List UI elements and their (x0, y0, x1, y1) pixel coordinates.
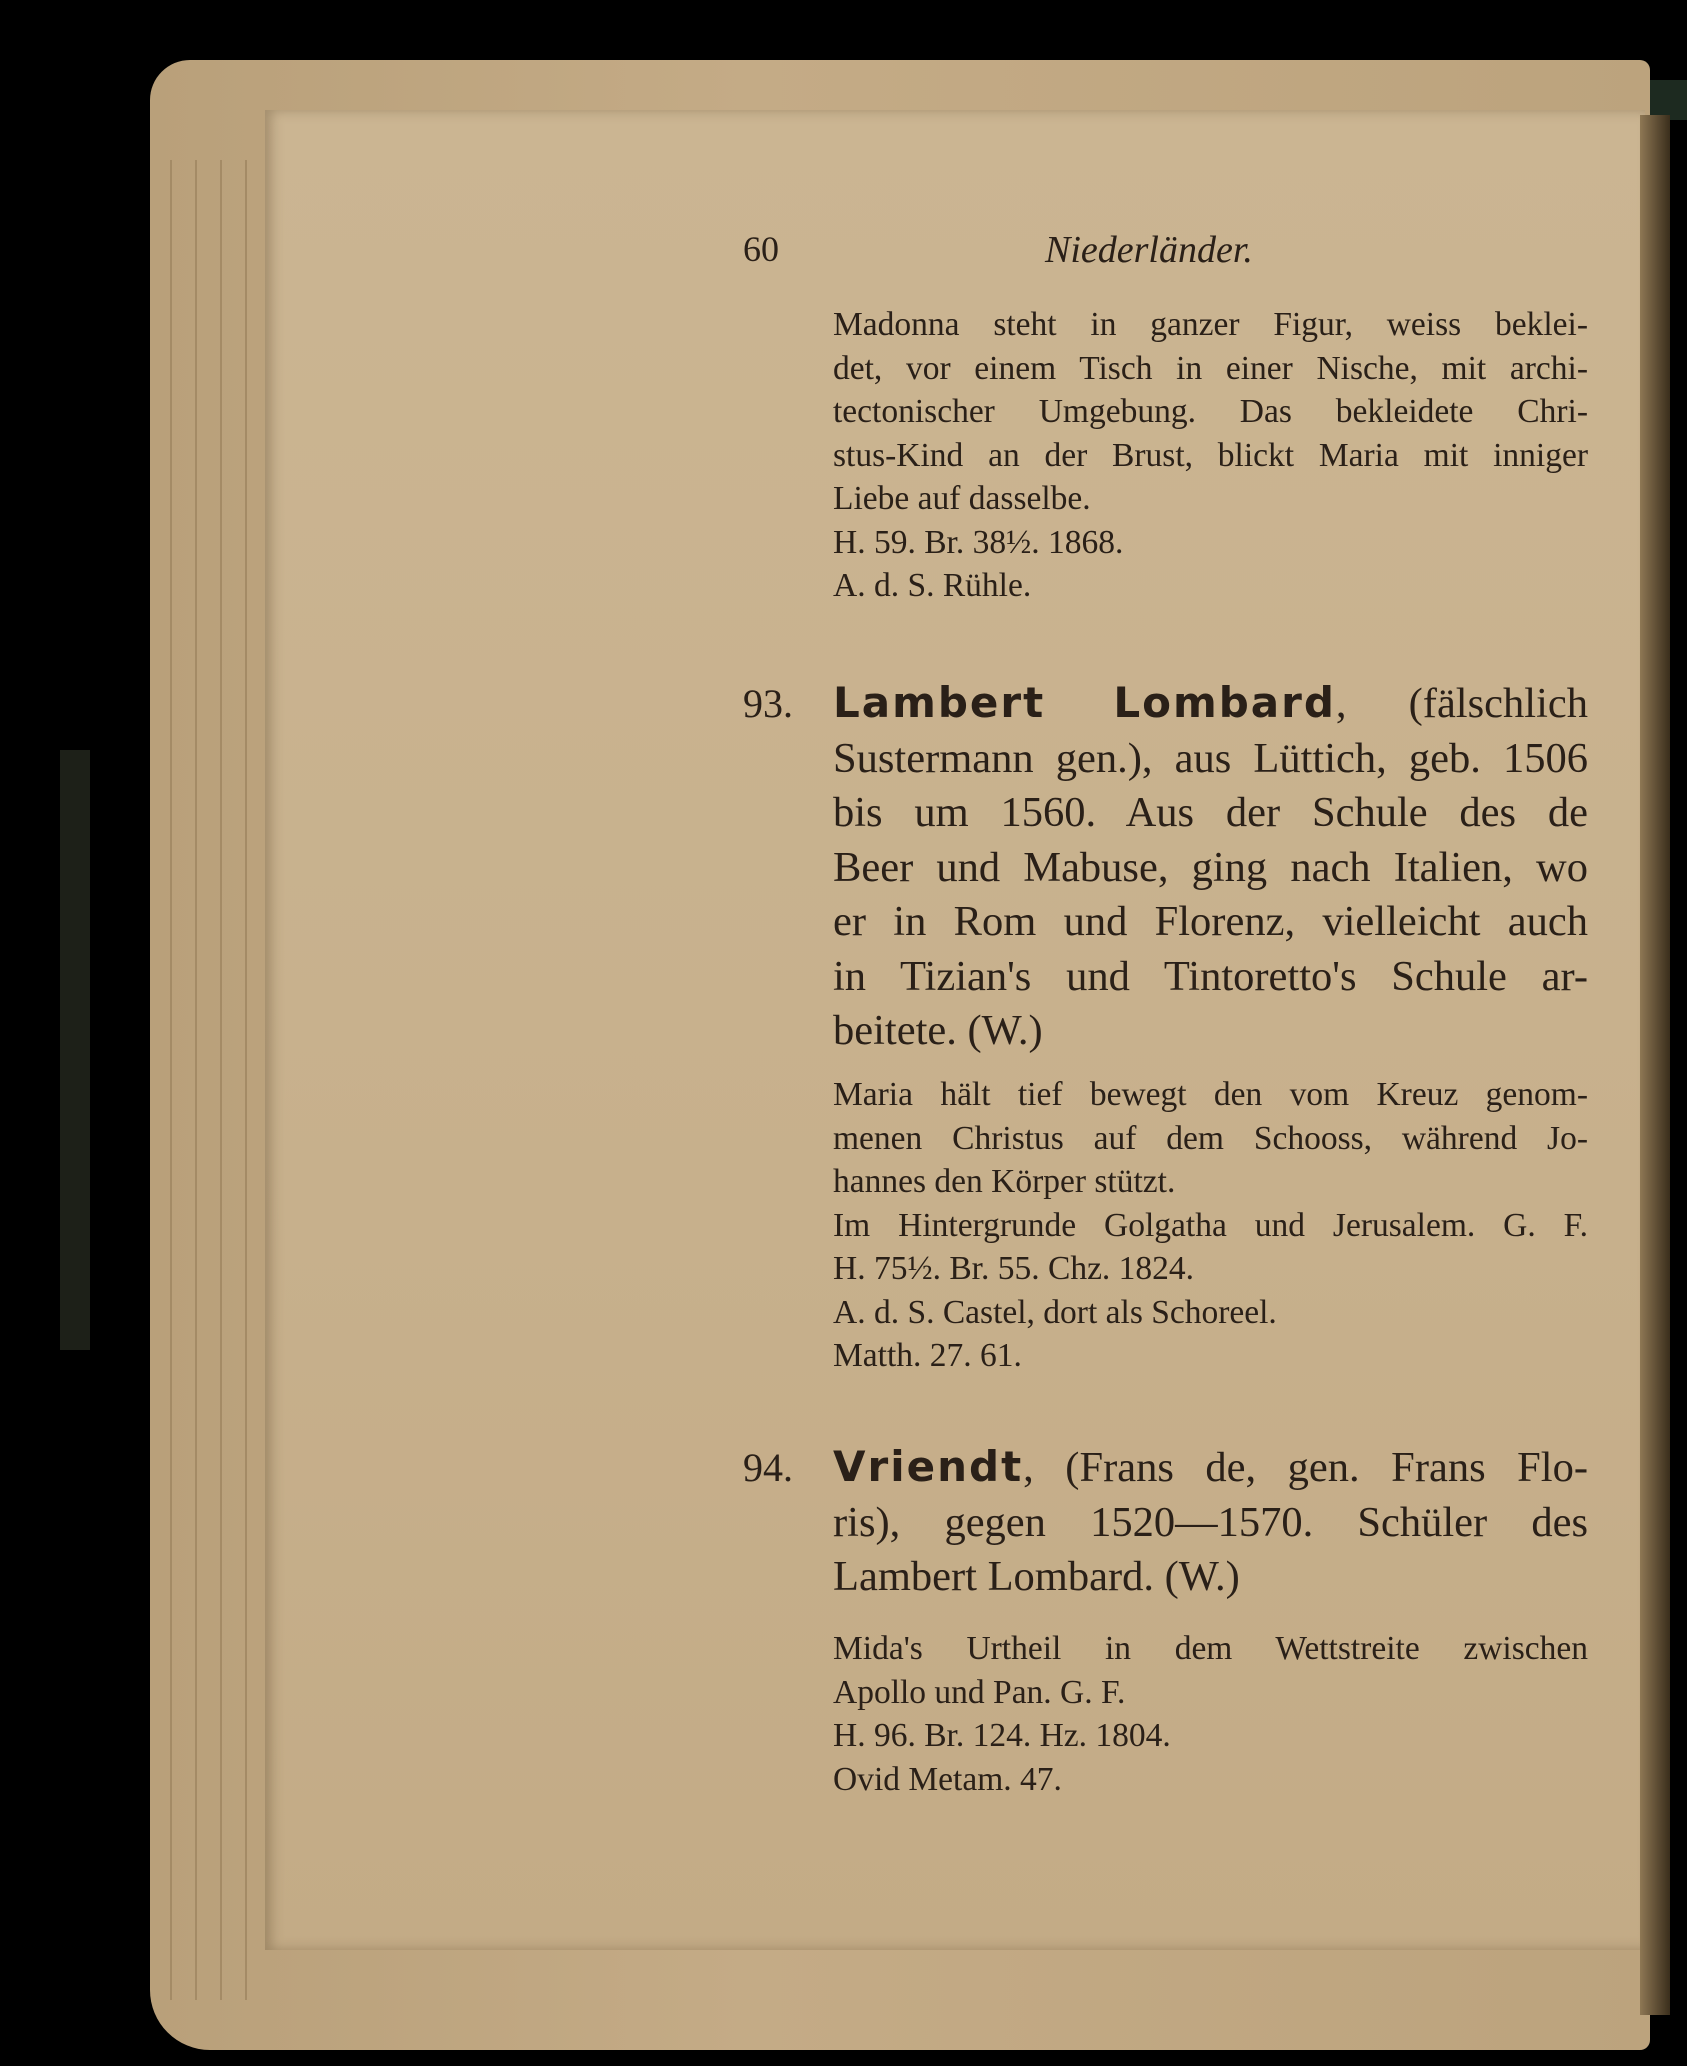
book-cover-spine (60, 750, 90, 1350)
text-line: bis um 1560. Aus der Schule des de (833, 789, 1588, 836)
entry-93-description (833, 1073, 1588, 1378)
dimensions-line: H. 75½. Br. 55. Chz. 1824. (833, 1250, 1195, 1287)
text-line: er in Rom und Florenz, vielleicht auch (833, 898, 1588, 945)
text-line: beitete. (W.) (833, 1007, 1043, 1054)
running-header (0, 228, 1687, 271)
entry-number: 93. (743, 681, 793, 726)
text-line: stus-Kind an der Brust, blickt Maria mit inniger (833, 436, 1588, 474)
dimensions-line: H. 96. Br. 124. Hz. 1804. (833, 1717, 1171, 1754)
entry-first-line (833, 1440, 1588, 1496)
text-line: Sustermann gen.), aus Lüttich, geb. 1506 (833, 734, 1588, 782)
page-edge-line (195, 160, 197, 2000)
page-edge-line (245, 160, 247, 2000)
reference-line: Ovid Metam. 47. (833, 1760, 1062, 1798)
entry-93-heading (833, 676, 1588, 1059)
running-title: Niederländer. (1045, 229, 1253, 271)
text-line: Maria hält tief bewegt den vom Kreuz genom- (833, 1076, 1588, 1113)
text-line: det, vor einem Tisch in einer Nische, mit archi- (833, 349, 1588, 387)
continuation-paragraph (833, 303, 1588, 608)
reference-line: Matth. 27. 61. (833, 1337, 1022, 1374)
text-fragment: , (fälschlich (1335, 680, 1588, 727)
text-line: Im Hintergrunde Golgatha und Jerusalem. G. F. (833, 1206, 1588, 1244)
text-line: Lambert Lombard. (W.) (833, 1553, 1240, 1600)
entry-94-heading (833, 1440, 1588, 1605)
page-edge-line (170, 160, 172, 2000)
provenance-line: A. d. S. Castel, dort als Schoreel. (833, 1293, 1277, 1331)
text-fragment: , (Frans de, gen. Frans Flo- (1023, 1444, 1588, 1491)
entry-number: 94. (743, 1445, 793, 1490)
artist-name: Vriendt (833, 1442, 1024, 1491)
text-line: Beer und Mabuse, ging nach Italien, wo (833, 843, 1588, 891)
provenance-line: A. d. S. Rühle. (833, 567, 1032, 604)
text-line: menen Christus auf dem Schooss, während Jo- (833, 1119, 1588, 1157)
text-line: ris), gegen 1520—1570. Schüler des (833, 1498, 1588, 1546)
page-edge-line (220, 160, 222, 2000)
text-line: Liebe auf dasselbe. (833, 480, 1091, 517)
entry-94-description (833, 1627, 1588, 1801)
book-gutter (1640, 115, 1670, 2015)
page-number: 60 (743, 229, 779, 269)
dimensions-line: H. 59. Br. 38½. 1868. (833, 523, 1124, 561)
artist-name: Lambert Lombard (833, 678, 1336, 727)
text-line: Apollo und Pan. G. F. (833, 1673, 1126, 1711)
text-line: in Tizian's und Tintoretto's Schule ar- (833, 952, 1588, 1000)
text-line: hannes den Körper stützt. (833, 1163, 1176, 1200)
text-line: tectonischer Umgebung. Das bekleidete Chri- (833, 393, 1588, 430)
text-line: Madonna steht in ganzer Figur, weiss beklei- (833, 306, 1588, 343)
entry-first-line (833, 676, 1588, 732)
text-line: Mida's Urtheil in dem Wettstreite zwischen (833, 1630, 1588, 1667)
